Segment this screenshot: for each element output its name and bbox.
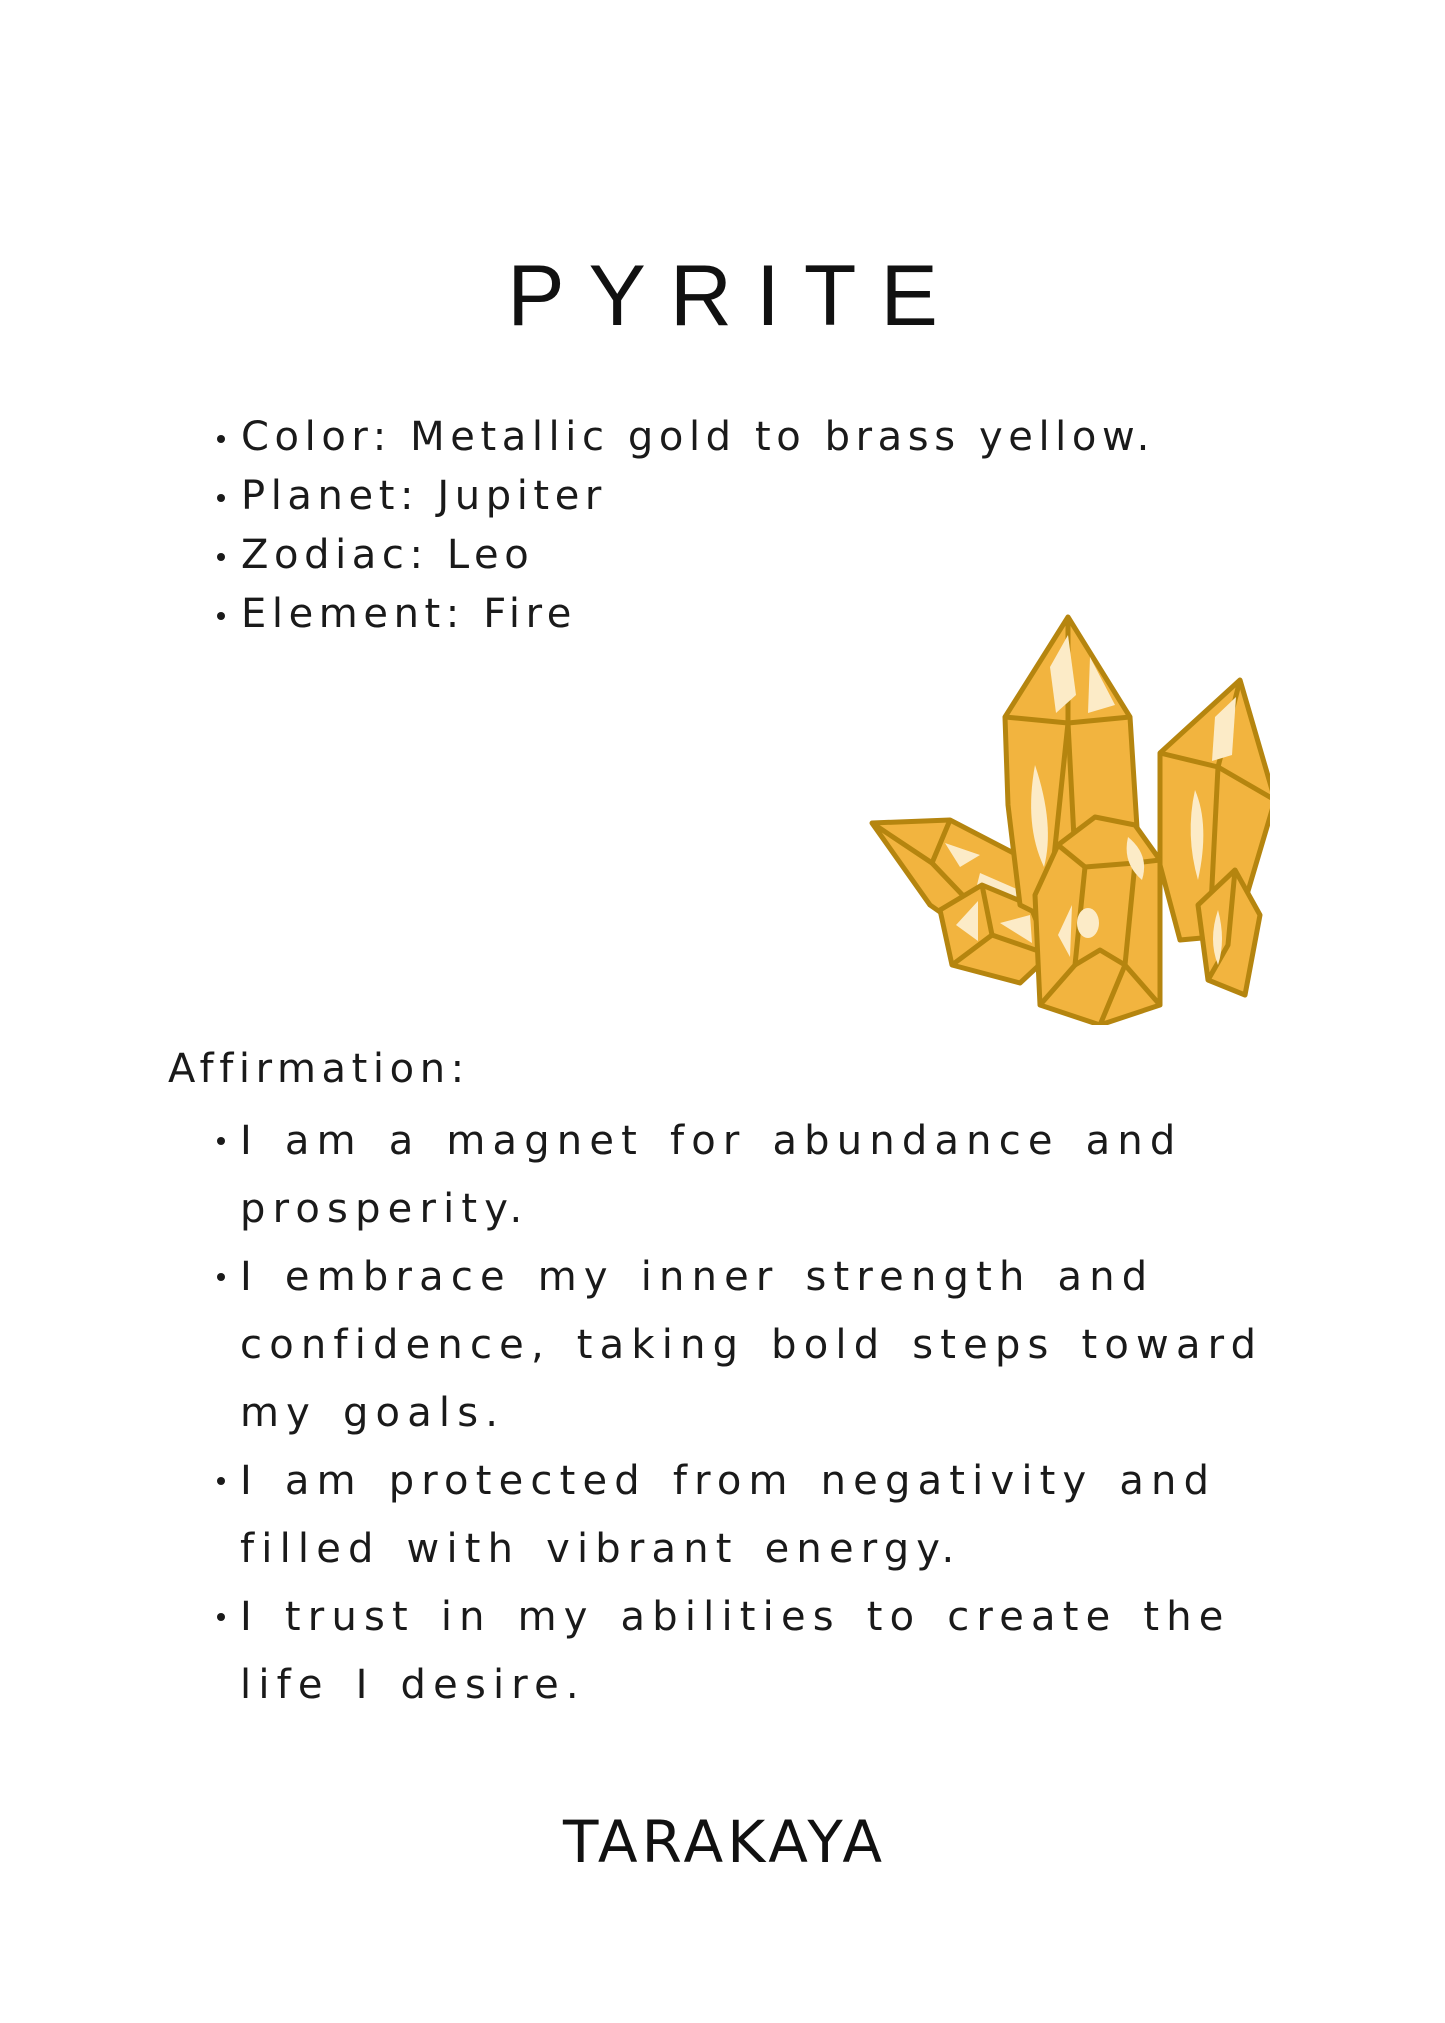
affirmation-item: I embrace my inner strength and confidence, taking bold steps toward my goals. [205,1243,1290,1447]
affirmation-item: I am protected from negativity and filled with vibrant energy. [205,1447,1290,1583]
property-color: Color: Metallic gold to brass yellow. [205,408,1305,467]
property-zodiac: Zodiac: Leo [205,526,1305,585]
pyrite-crystal-cluster-icon [860,605,1270,1025]
brand-name: TARAKAYA [562,1808,887,1876]
affirmation-heading: Affirmation: [168,1046,470,1092]
property-planet: Planet: Jupiter [205,467,1305,526]
page-title: PYRITE [507,247,962,344]
property-element: Element: Fire [205,585,1305,644]
affirmation-list [205,1107,1290,1719]
affirmation-item: I trust in my abilities to create the life I desire. [205,1583,1290,1719]
affirmation-item: I am a magnet for abundance and prosperity. [205,1107,1290,1243]
